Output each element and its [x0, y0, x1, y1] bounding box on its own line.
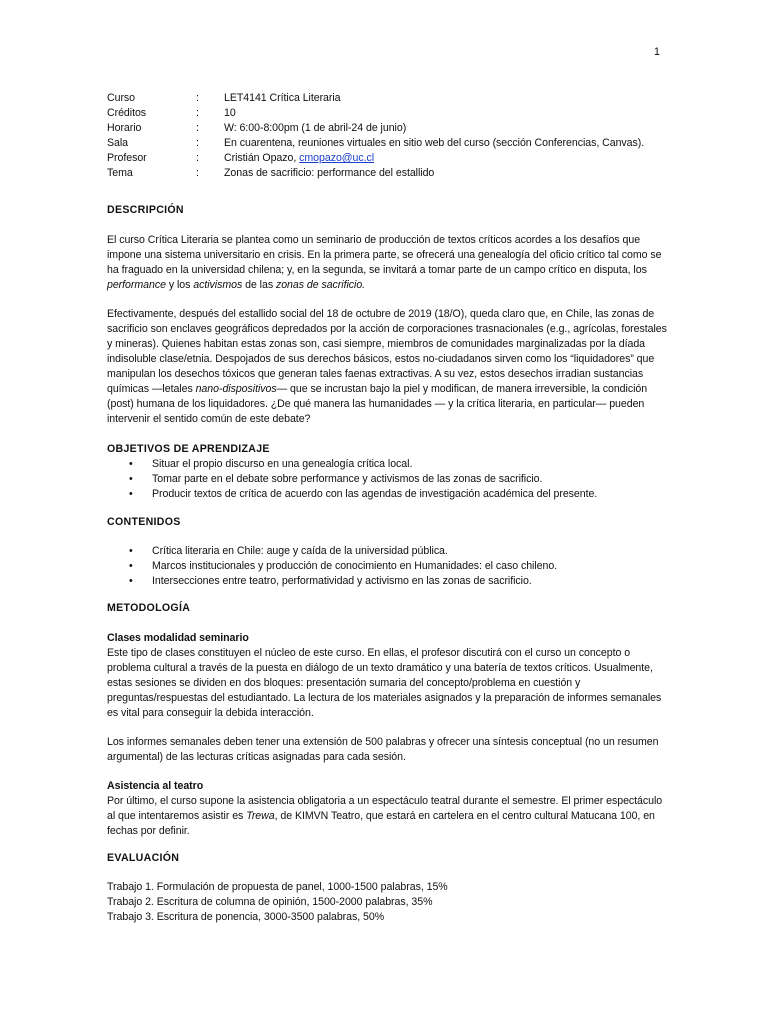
text-run-italic: zonas de sacrificio.: [275, 279, 366, 291]
document-content: [107, 91, 667, 925]
info-separator: :: [196, 107, 199, 119]
text-run: — que se incrustan bajo la piel y modifican, de manera irreversible, la condición (post) humana de los liquidadores. ¿De qué manera las humanidades — y la crítica literaria, en particular— pueden intervenir el sentido común de este debate?: [107, 383, 648, 425]
list-item: • Intersecciones entre teatro, performatividad y activismo en las zonas de sacrificio.: [107, 574, 667, 589]
text-run: y los: [165, 279, 194, 291]
page-number: 1: [653, 46, 660, 58]
section-heading-descripcion: DESCRIPCIÓN: [107, 204, 184, 216]
info-value: En cuarentena, reuniones virtuales en sitio web del curso (sección Conferencias, Canvas).: [224, 137, 645, 149]
text-run-italic: performance: [107, 279, 166, 291]
text-run: Por último, el curso supone la asistencia obligatoria a un espectáculo teatral durante el semestre. El primer espectáculo al que intentaremos asistir es: [107, 795, 663, 822]
descripcion-paragraph-2: [107, 307, 667, 427]
info-separator: :: [196, 137, 199, 149]
list-item: • Crítica literaria en Chile: auge y caída de la universidad pública.: [107, 544, 667, 559]
info-row-tema: [107, 166, 644, 181]
text-run: Efectivamente, después del estallido social del 18 de octubre de 2019 (18/O), queda claro que, en Chile, las zonas de sacrificio son enclaves geográficos depredados por la acción de corporaciones trasnacionales (e.g., agrícolas, forestales y mineras). Quienes habitan estas zonas son, casi siempre, miembros de comunidades marginalizadas por la díada indisoluble clase/etnia. Despojados de sus derechos básicos, estos no-ciudadanos sirven como los “liquidadores” que manipulan los desechos tóxicos que generan tales faenas extractivas. A su vez, estos desechos irradian sustancias químicas —letales: [107, 308, 667, 395]
text-run-italic: Trewa: [246, 810, 275, 822]
info-value: W: 6:00-8:00pm (1 de abril-24 de junio): [224, 122, 407, 134]
info-value: 10: [224, 107, 236, 119]
list-item: • Producir textos de crítica de acuerdo con las agendas de investigación académica del presente.: [107, 487, 667, 502]
info-key: Tema: [107, 167, 133, 179]
info-separator: :: [196, 122, 199, 134]
section-heading-objetivos: OBJETIVOS DE APRENDIZAJE: [107, 443, 270, 455]
section-heading-contenidos: CONTENIDOS: [107, 516, 181, 528]
info-value: [224, 151, 644, 166]
info-row-profesor: [107, 151, 644, 166]
section-heading-metodologia: METODOLOGÍA: [107, 602, 191, 614]
info-row-sala: [107, 136, 644, 151]
text-run-italic: activismos: [193, 279, 243, 291]
info-key: Sala: [107, 137, 129, 149]
evaluation-item: Trabajo 3. Escritura de ponencia, 3000-3500 palabras, 50%: [107, 911, 385, 923]
info-row-horario: [107, 121, 644, 136]
text-run: El curso Crítica Literaria se plantea como un seminario de producción de textos críticos acordes a los desafíos que impone una sistema universitario en crisis. En la primera parte, se ofrecerá una genealogía del oficio crítico tal como se ha fraguado en la universidad chilena; y, en la segunda, se invitará a tomar parte de un campo crítico en disputa, los: [107, 234, 662, 276]
professor-email-link[interactable]: cmopazo@uc.cl: [299, 152, 375, 164]
info-separator: :: [196, 152, 199, 164]
info-value: Zonas de sacrificio: performance del estallido: [224, 167, 435, 179]
descripcion-paragraph-1: [107, 233, 667, 293]
metodologia-paragraph-2: Los informes semanales deben tener una extensión de 500 palabras y ofrecer una síntesis conceptual (no un resumen argumental) de las lecturas críticas asignadas para cada sesión.: [107, 736, 659, 763]
professor-name: Cristián Opazo,: [224, 152, 300, 164]
evaluation-item: Trabajo 1. Formulación de propuesta de panel, 1000-1500 palabras, 15%: [107, 881, 448, 893]
text-run: de las: [242, 279, 276, 291]
info-row-creditos: [107, 106, 644, 121]
list-item: • Tomar parte en el debate sobre performance y activismos de las zonas de sacrificio.: [107, 472, 667, 487]
evaluation-item: Trabajo 2. Escritura de columna de opinión, 1500-2000 palabras, 35%: [107, 896, 433, 908]
evaluacion-list: [107, 880, 667, 925]
list-item: • Marcos institucionales y producción de conocimiento en Humanidades: el caso chileno.: [107, 559, 667, 574]
subheading-clases-seminario: Clases modalidad seminario: [107, 632, 249, 644]
subheading-asistencia-teatro: Asistencia al teatro: [107, 780, 204, 792]
info-separator: :: [196, 167, 199, 179]
objetivos-list: [107, 457, 667, 502]
metodologia-paragraph-1: Este tipo de clases constituyen el núcleo de este curso. En ellas, el profesor discutirá con el curso un concepto o problema cultural a través de la puesta en diálogo de un texto dramático y una batería de textos críticos. Usualmente, estas sesiones se dividen en dos bloques: presentación sumaria del concepto/problema en cuestión y preguntas/respuestas del estudiantado. La lectura de los materiales asignados y la preparación de informes semanales es vital para conseguir la debida interacción.: [107, 647, 662, 719]
info-key: Curso: [107, 92, 136, 104]
info-separator: :: [196, 92, 199, 104]
contenidos-list: [107, 544, 667, 589]
info-key: Créditos: [107, 107, 147, 119]
text-run-italic: nano-dispositivos: [195, 383, 277, 395]
info-key: Horario: [107, 122, 142, 134]
text-run: , de KIMVN Teatro, que estará en cartelera en el centro cultural Matucana 100, en fechas por definir.: [107, 810, 655, 837]
info-value: LET4141 Crítica Literaria: [224, 92, 341, 104]
info-key: Profesor: [107, 152, 147, 164]
section-heading-evaluacion: EVALUACIÓN: [107, 852, 180, 864]
list-item: • Situar el propio discurso en una genealogía crítica local.: [107, 457, 667, 472]
asistencia-paragraph: [107, 794, 667, 839]
info-row-curso: [107, 91, 644, 106]
course-info-table: [107, 91, 644, 181]
